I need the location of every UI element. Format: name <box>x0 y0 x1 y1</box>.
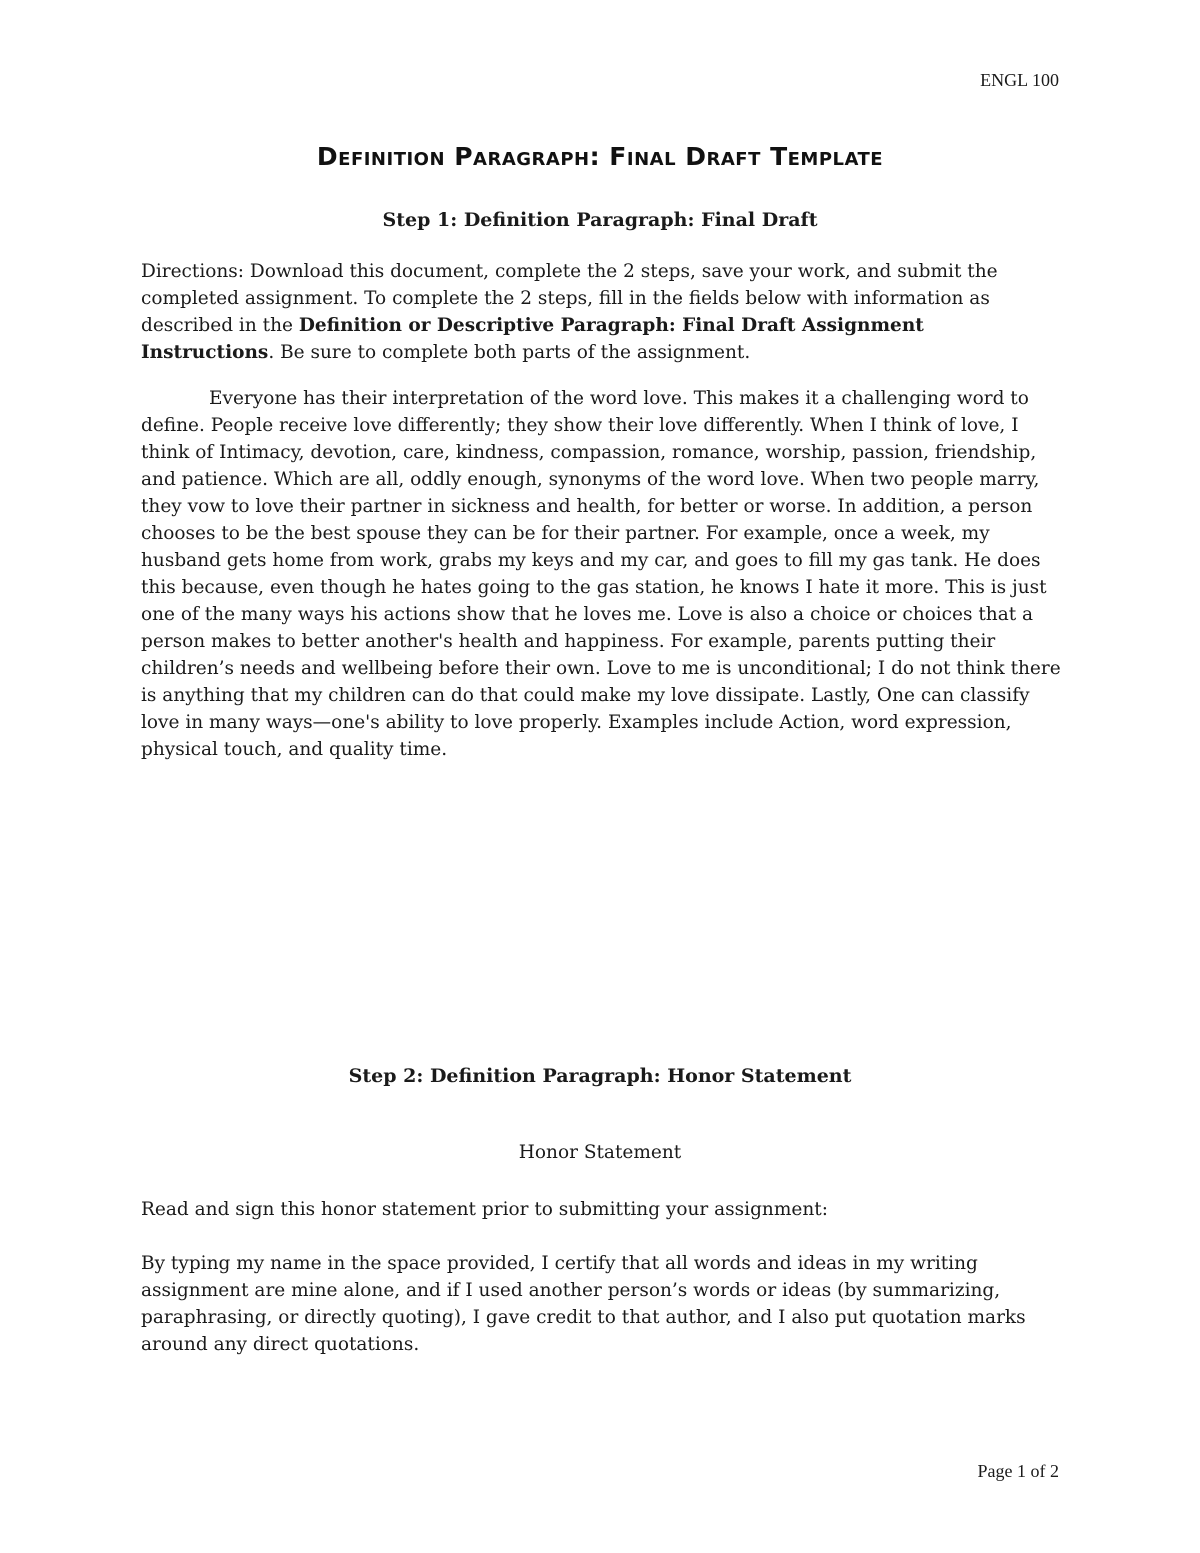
honor-statement-text: By typing my name in the space provided, I certify that all words and ideas in my writing assignment are mine alone, and if I used another person’s words or ideas (by summarizing, paraphrasing, or directly quoting), I gave credit to that author, and I also put quotation marks around any direct quotations. <box>141 1253 1026 1355</box>
step2-heading: Step 2: Definition Paragraph: Honor Statement <box>348 1065 852 1087</box>
directions-text-start: Directions: Download this document, complete the 2 steps, save your work, and submit the completed assignment. To complete the 2 steps, fill in the fields below with information as described in the <box>141 261 998 336</box>
honor-instruction: Read and sign this honor statement prior to submitting your assignment: <box>141 1199 828 1220</box>
step1-heading: Step 1: Definition Paragraph: Final Draft <box>382 209 818 231</box>
definition-paragraph[interactable]: Everyone has their interpretation of the word love. This makes it a challenging word to define. People receive love differently; they show their love differently. When I think of love, I think of Intimacy, devotion, care, kindness, compassion, romance, worship, passion, friendship, and patience. Which are all, oddly enough, synonyms of the word love. When two people marry, they vow to love their partner in sickness and health, for better or worse. In addition, a person chooses to be the best spouse they can be for their partner. For example, once a week, my husband gets home from work, grabs my keys and my car, and goes to fill my gas tank. He does this because, even though he hates going to the gas station, he knows I hate it more. This is just one of the many ways his actions show that he loves me. Love is also a choice or choices that a person makes to better another's health and happiness. For example, parents putting their children’s needs and wellbeing before their own. Love to me is unconditional; I do not think there is anything that my children can do that could make my love dissipate. Lastly, One can classify love in many ways—one's ability to love properly. Examples include Action, word expression, physical touch, and quality time. <box>141 388 1061 760</box>
page-number: Page 1 of 2 <box>977 1461 1059 1481</box>
step1-directions <box>141 258 1061 366</box>
honor-statement-subheading: Honor Statement <box>518 1142 682 1163</box>
instructions-title-bold: Definition or Descriptive Paragraph: Final Draft Assignment Instructions <box>141 315 924 363</box>
course-header: ENGL 100 <box>980 70 1059 90</box>
document-title: Definition Paragraph: Final Draft Template <box>316 142 884 171</box>
directions-text-end: . Be sure to complete both parts of the assignment. <box>268 342 751 363</box>
